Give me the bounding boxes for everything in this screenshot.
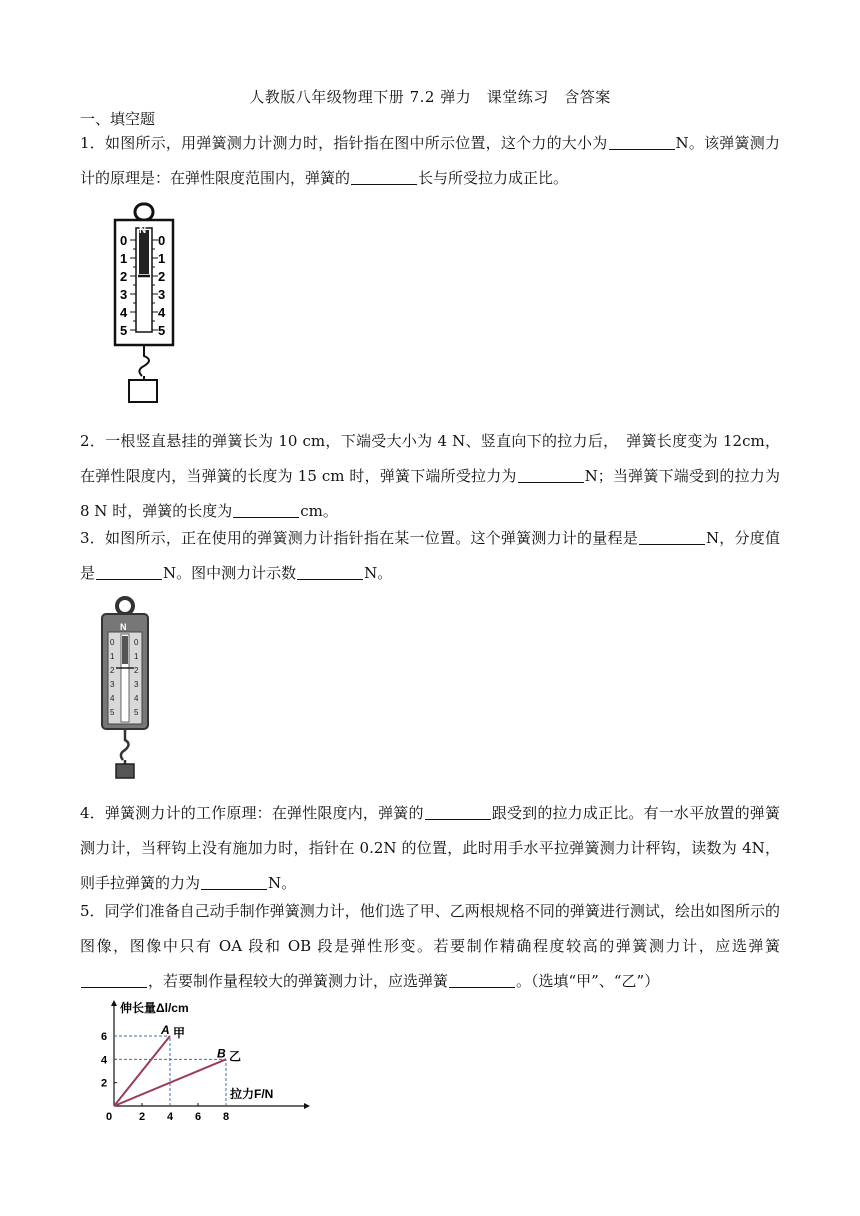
question-text: ，若要制作量程较大的弹簧测力计，应选弹簧 xyxy=(148,972,449,990)
tick-label: 3 xyxy=(110,680,115,689)
x-axis-arrow xyxy=(304,1103,310,1109)
question-number: 5． xyxy=(80,902,105,920)
y-axis-arrow xyxy=(111,1000,117,1006)
tick-label: 4 xyxy=(134,694,139,703)
answer-blank[interactable] xyxy=(297,563,363,580)
question-text: N。该弹簧测力计的原理是：在弹性限度范围内，弹簧的 xyxy=(80,134,780,187)
question-text: N；当弹簧下端受到的拉力为 8 N 时，弹簧的长度为 xyxy=(80,467,780,520)
origin-label: 0 xyxy=(106,1111,113,1123)
answer-blank[interactable] xyxy=(449,971,515,988)
question-text: 。（选填“甲”、“乙”） xyxy=(516,972,660,990)
x-tick-label: 4 xyxy=(167,1111,174,1123)
question-4 xyxy=(80,796,780,901)
answer-blank[interactable] xyxy=(96,563,162,580)
tick-label: 0 xyxy=(134,638,139,647)
question-text: 同学们准备自己动手制作弹簧测力计，他们选了甲、乙两根规格不同的弹簧进行测试，绘出如图所示的图像，图像中只有 OA 段和 OB 段是弹性形变。若要制作精确程度较高的弹簧测力计，应选弹簧 xyxy=(80,902,781,955)
tick-label: 1 xyxy=(134,652,139,661)
tick-label: 3 xyxy=(120,287,128,302)
question-text: 跟受到的拉力成正比。有一水平放置的弹簧测力计，当秤钩上没有施加力时，指针在 0.2N 的位置，此时用手水平拉弹簧测力计秤钩，读数为 4N，则手拉弹簧的力为 xyxy=(80,804,780,892)
answer-blank[interactable] xyxy=(81,971,147,988)
question-text: N。 xyxy=(268,874,297,892)
scale-unit: N xyxy=(120,622,127,632)
series-label: 乙 xyxy=(229,1049,242,1064)
tick-label: 1 xyxy=(120,251,128,266)
point-label: A xyxy=(161,1022,170,1037)
question-text: N。图中测力计示数 xyxy=(163,564,297,582)
section-heading: 一、填空题 xyxy=(80,110,156,128)
page-title: 人教版八年级物理下册 7.2 弹力 课堂练习 含答案 xyxy=(249,88,611,106)
tick-label: 3 xyxy=(134,680,139,689)
question-number: 2． xyxy=(80,432,106,450)
answer-blank[interactable] xyxy=(233,501,299,518)
question-text: 弹簧测力计的工作原理：在弹性限度内，弹簧的 xyxy=(104,804,424,822)
tick-label: 4 xyxy=(158,305,166,320)
question-text: 如图所示，正在使用的弹簧测力计指针指在某一位置。这个弹簧测力计的量程是 xyxy=(105,529,638,547)
tick-label: 5 xyxy=(158,323,166,338)
tick-label: 5 xyxy=(110,708,115,717)
tick-label: 0 xyxy=(120,233,128,248)
tick-label: 0 xyxy=(158,233,166,248)
tick-label: 5 xyxy=(120,323,128,338)
tick-label: 2 xyxy=(120,269,128,284)
question-2 xyxy=(80,424,780,529)
answer-blank[interactable] xyxy=(351,168,417,185)
answer-blank[interactable] xyxy=(425,803,491,820)
series-line xyxy=(114,1036,170,1106)
spring-scale-figure-1 xyxy=(100,200,190,406)
question-text: 如图所示，用弹簧测力计测力时，指针指在图中所示位置，这个力的大小为 xyxy=(105,134,608,152)
spring-scale-figure-2 xyxy=(96,594,156,784)
tick-label: 1 xyxy=(110,652,115,661)
question-number: 4． xyxy=(80,804,105,822)
question-5 xyxy=(80,894,780,999)
x-tick-label: 6 xyxy=(195,1111,202,1123)
x-tick-label: 8 xyxy=(223,1111,230,1123)
chart-axes xyxy=(111,1000,310,1109)
question-3 xyxy=(80,521,780,591)
answer-blank[interactable] xyxy=(201,873,267,890)
question-number: 1． xyxy=(80,134,105,152)
x-axis-label: 拉力F/N xyxy=(230,1087,274,1101)
tick-label: 5 xyxy=(134,708,139,717)
tick-label: 2 xyxy=(134,666,139,675)
question-number: 3． xyxy=(80,529,105,547)
question-1 xyxy=(80,126,780,196)
tick-label: 4 xyxy=(110,694,115,703)
extension-force-chart xyxy=(96,998,316,1128)
question-text: N。 xyxy=(364,564,393,582)
scale-unit: N xyxy=(139,225,147,236)
question-text: N，分度值是 xyxy=(80,529,780,582)
tick-label: 0 xyxy=(110,638,115,647)
x-tick-label: 2 xyxy=(139,1111,146,1123)
y-tick-label: 4 xyxy=(101,1054,108,1067)
tick-label: 2 xyxy=(110,666,115,675)
tick-label: 2 xyxy=(158,269,166,284)
point-label: B xyxy=(217,1046,226,1061)
tick-label: 4 xyxy=(120,305,128,320)
series-label: 甲 xyxy=(173,1025,186,1040)
question-text: 长与所受拉力成正比。 xyxy=(418,169,569,187)
tick-label: 1 xyxy=(158,251,166,266)
y-tick-label: 2 xyxy=(101,1077,108,1090)
answer-blank[interactable] xyxy=(639,528,705,545)
answer-blank[interactable] xyxy=(609,133,675,150)
tick-label: 3 xyxy=(158,287,166,302)
question-text: 一根竖直悬挂的弹簧长为 10 cm，下端受大小为 4 N、竖直向下的拉力后， 弹簧长度变为 12cm，在弹性限度内，当弹簧的长度为 15 cm 时，弹簧下端所受拉力为 xyxy=(80,432,780,485)
chart-marks xyxy=(101,1023,241,1123)
y-tick-label: 6 xyxy=(101,1030,108,1043)
answer-blank[interactable] xyxy=(518,466,584,483)
y-axis-label: 伸长量Δl/cm xyxy=(120,1001,189,1015)
question-text: cm。 xyxy=(300,502,338,520)
